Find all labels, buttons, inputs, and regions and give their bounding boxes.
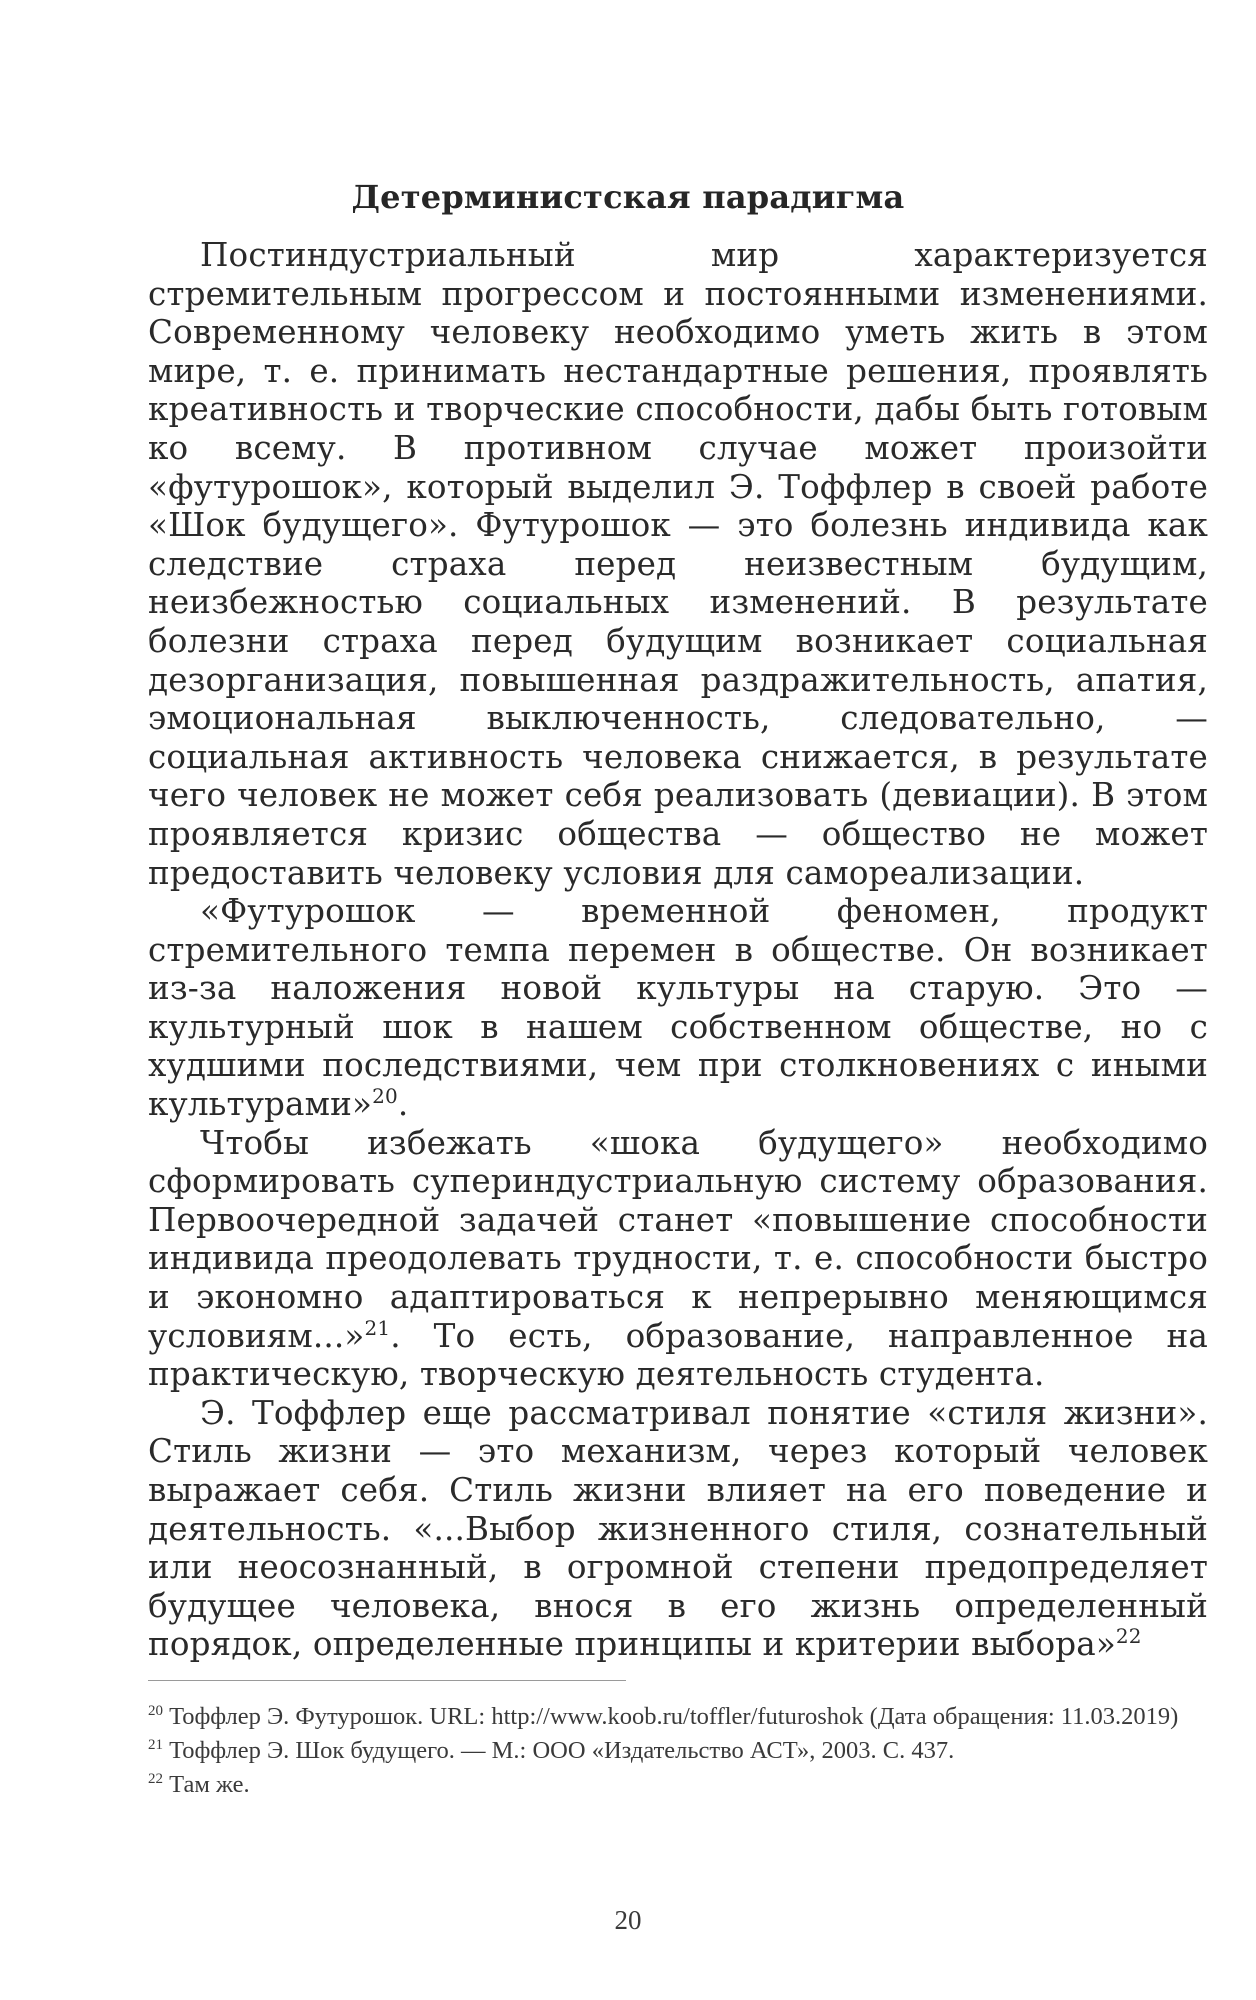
paragraph-1 bbox=[148, 236, 1208, 892]
footnote-number: 20 bbox=[148, 1702, 163, 1719]
footnote-21 bbox=[148, 1734, 1208, 1768]
paragraph-1-text: Постиндустриальный мир характеризуется стремительным прогрессом и постоянными изменениями. Современному человеку необходимо уметь жить в этом мире, т. е. принимать нестандартные решения, проявлять креативность и творческие способности, дабы быть готовым ко всему. В противном случае может произойти «футурошок», который выделил Э. Тоффлер в своей работе «Шок будущего». Футурошок — это болезнь индивида как следствие страха перед неизвестным будущим, неизбежностью социальных изменений. В результате болезни страха перед будущим возникает социальная дезорганизация, повышенная раздражительность, апатия, эмоциональная выключенность, следовательно, — социальная активность человека снижается, в результате чего человек не может себя реализовать (девиации). В этом проявляется кризис общества — общество не может предоставить человеку условия для самореализации. bbox=[148, 236, 1208, 892]
body-text bbox=[148, 236, 1208, 1664]
footnote-number: 22 bbox=[148, 1770, 163, 1787]
footnote-divider bbox=[148, 1680, 626, 1681]
footnote-20 bbox=[148, 1700, 1208, 1734]
footnote-text: Тоффлер Э. Шок будущего. — М.: ООО «Издательство АСТ», 2003. С. 437. bbox=[169, 1737, 955, 1764]
footnote-number: 21 bbox=[148, 1736, 163, 1753]
footnote-ref-21: 21 bbox=[364, 1315, 391, 1340]
footnotes bbox=[148, 1700, 1208, 1802]
paragraph-3-text: Чтобы избежать «шока будущего» необходимо сформировать супериндустриальную систему образования. Первоочередной задачей станет «повышение способности индивида преодолевать трудности, т. е. способности быстро и экономно адаптироваться к непрерывно меняющимся условиям...» bbox=[148, 1123, 1208, 1355]
paragraph-2-text: «Футурошок — временной феномен, продукт стремительного темпа перемен в обществе. Он возникает из-за наложения новой культуры на старую. Это — культурный шок в нашем собственном обществе, но с худшими последствиями, чем при столкновениях с иными культурами» bbox=[148, 892, 1208, 1124]
paragraph-3-tail: . То есть, образование, направленное на практическую, творческую деятельность студента. bbox=[148, 1316, 1208, 1394]
paragraph-3 bbox=[148, 1124, 1208, 1394]
footnote-text: Там же. bbox=[169, 1771, 250, 1798]
section-title: Детерминистская парадигма bbox=[351, 178, 905, 216]
footnote-ref-22: 22 bbox=[1115, 1624, 1142, 1649]
footnote-text: Тоффлер Э. Футурошок. URL: http://www.koob.ru/toffler/futuroshok (Дата обращения: 11.03.2019) bbox=[169, 1703, 1179, 1730]
paragraph-4-text: Э. Тоффлер еще рассматривал понятие «стиля жизни». Стиль жизни — это механизм, через который человек выражает себя. Стиль жизни влияет на его поведение и деятельность. «...Выбор жизненного стиля, сознательный или неосознанный, в огромной степени предопределяет будущее человека, внося в его жизнь определенный порядок, определенные принципы и критерии выбора» bbox=[148, 1393, 1208, 1664]
footnote-22 bbox=[148, 1768, 1208, 1802]
paragraph-2-tail: . bbox=[397, 1085, 409, 1124]
paragraph-4 bbox=[148, 1394, 1208, 1664]
paragraph-2 bbox=[148, 892, 1208, 1124]
page-number: 20 bbox=[614, 1905, 642, 1935]
footnote-ref-20: 20 bbox=[372, 1084, 398, 1109]
